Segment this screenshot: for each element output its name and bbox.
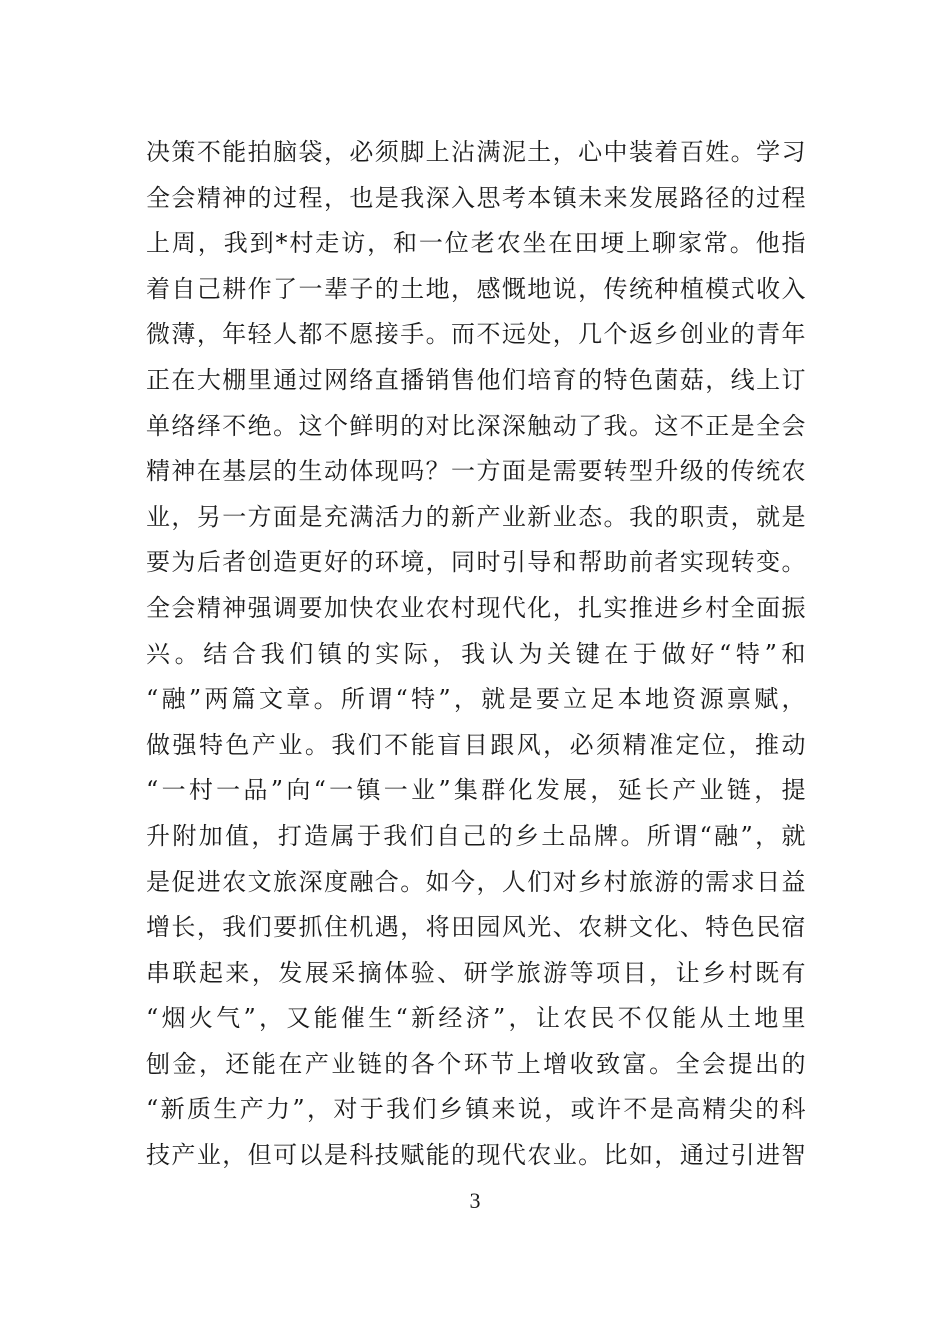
text-line: 串联起来，发展采摘体验、研学旅游等项目，让乡村既有: [146, 958, 806, 987]
text-line: 上周，我到*村走访，和一位老农坐在田埂上聊家常。他指: [146, 229, 806, 258]
text-line: 升附加值，打造属于我们自己的乡土品牌。所谓“融”，就: [146, 821, 806, 850]
text-line: 精神在基层的生动体现吗？一方面是需要转型升级的传统农: [146, 457, 806, 486]
text-line: 全会精神的过程，也是我深入思考本镇未来发展路径的过程: [146, 183, 806, 212]
text-line: 微薄，年轻人都不愿接手。而不远处，几个返乡创业的青年: [146, 320, 806, 349]
text-line: 单络绎不绝。这个鲜明的对比深深触动了我。这不正是全会: [146, 411, 806, 440]
text-line: 兴。结合我们镇的实际，我认为关键在于做好“特”和: [146, 639, 806, 668]
text-line: 增长，我们要抓住机遇，将田园风光、农耕文化、特色民宿: [146, 913, 806, 942]
text-line: 是促进农文旅深度融合。如今，人们对乡村旅游的需求日益: [146, 867, 806, 896]
page-number: 3: [469, 1188, 481, 1213]
text-line: 做强特色产业。我们不能盲目跟风，必须精准定位，推动: [146, 730, 806, 759]
text-line: 技产业，但可以是科技赋能的现代农业。比如，通过引进智: [146, 1141, 806, 1170]
text-line: 正在大棚里通过网络直播销售他们培育的特色菌菇，线上订: [146, 365, 806, 394]
text-line: 着自己耕作了一辈子的土地，感慨地说，传统种植模式收入: [146, 274, 806, 303]
text-line: 业，另一方面是充满活力的新产业新业态。我的职责，就是: [146, 502, 806, 531]
text-line: “烟火气”，又能催生“新经济”，让农民不仅能从土地里: [146, 1004, 806, 1033]
body-text: [146, 130, 806, 1179]
text-line: “融”两篇文章。所谓“特”，就是要立足本地资源禀赋，: [146, 685, 806, 714]
text-line: “新质生产力”，对于我们乡镇来说，或许不是高精尖的科: [146, 1095, 806, 1124]
text-line: “一村一品”向“一镇一业”集群化发展，延长产业链，提: [146, 776, 806, 805]
text-line: 要为后者创造更好的环境，同时引导和帮助前者实现转变。: [146, 548, 806, 577]
text-line: 刨金，还能在产业链的各个环节上增收致富。全会提出的: [146, 1049, 806, 1078]
text-line: 全会精神强调要加快农业农村现代化，扎实推进乡村全面振: [146, 593, 806, 622]
text-line: 决策不能拍脑袋，必须脚上沾满泥土，心中装着百姓。学习: [146, 138, 806, 166]
